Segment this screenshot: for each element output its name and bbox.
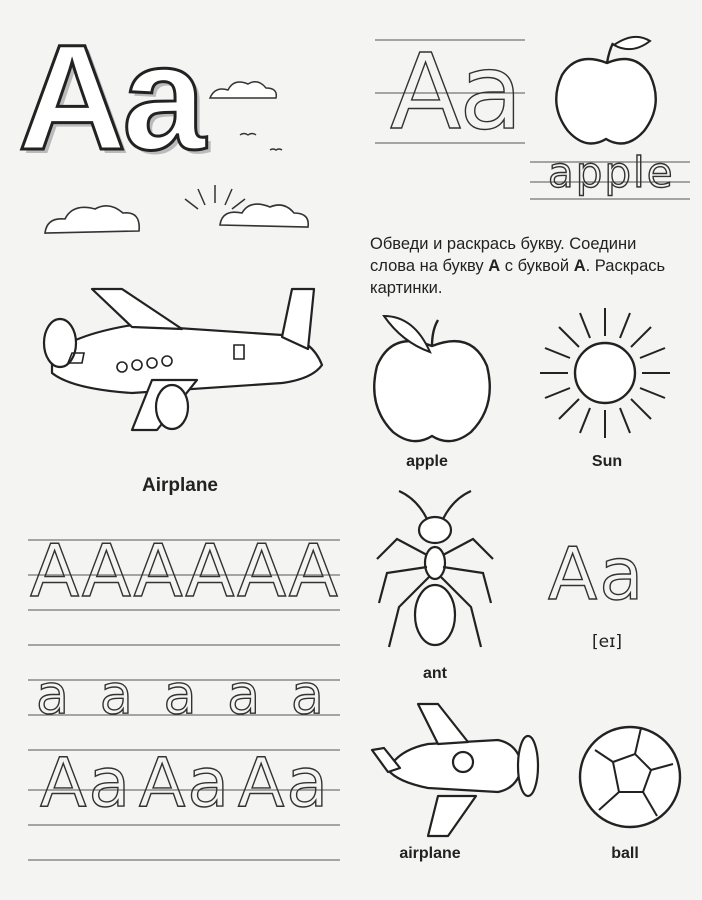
trace-letter: A — [30, 529, 82, 613]
trace-letter: a — [163, 663, 199, 726]
instructions-part: . Раскрась картинки. — [370, 257, 666, 297]
sun-icon — [540, 308, 670, 438]
apple-top-icon — [552, 35, 662, 145]
trace-row-aa — [40, 744, 330, 823]
clouds-birds-icon — [200, 70, 320, 160]
trace-letter: A — [81, 529, 133, 613]
airplane-label: Airplane — [141, 475, 219, 496]
trace-letter: a — [36, 663, 72, 726]
trace-letter: a — [99, 663, 135, 726]
trace-letter: a — [290, 663, 326, 726]
ant-icon — [375, 485, 495, 655]
trace-word: Aa — [40, 744, 133, 823]
trace-row-small-a — [36, 663, 326, 726]
picture-label-sun: Sun — [591, 453, 623, 470]
picture-label-ant: ant — [423, 665, 447, 682]
instructions-bold-letter: А — [573, 257, 586, 275]
trace-letter: A — [288, 529, 340, 613]
picture-label-airplane: airplane — [399, 845, 461, 862]
instructions-part: Обведи и раскрась букву. Соедини слова на букву — [370, 235, 637, 275]
picture-label-apple: apple — [406, 453, 448, 470]
sky-clouds-icon — [40, 175, 340, 255]
picture-label-ball: ball — [611, 845, 639, 862]
big-letters-aa: Aa — [18, 13, 202, 181]
instructions-part: с буквой — [500, 257, 574, 275]
airplane-icon — [22, 285, 342, 445]
trace-letter: a — [227, 663, 263, 726]
trace-letter: A — [133, 529, 185, 613]
apple-icon — [372, 308, 492, 448]
instructions-bold-letter: А — [488, 257, 501, 275]
apple-dotted-word: apple — [548, 148, 675, 197]
trace-row-capital-a — [30, 529, 340, 613]
phonetic-aa: Aa — [548, 532, 646, 616]
phonetic-transcription: [eɪ] — [592, 632, 623, 652]
toy-airplane-icon — [368, 700, 543, 840]
trace-letter: A — [185, 529, 237, 613]
ball-icon — [575, 722, 685, 832]
trace-word: Aa — [138, 744, 232, 823]
trace-letter: A — [236, 529, 289, 613]
trace-word: Aa — [237, 744, 330, 823]
instructions-text — [370, 233, 680, 299]
trace-aa-top: Aa — [390, 31, 521, 153]
